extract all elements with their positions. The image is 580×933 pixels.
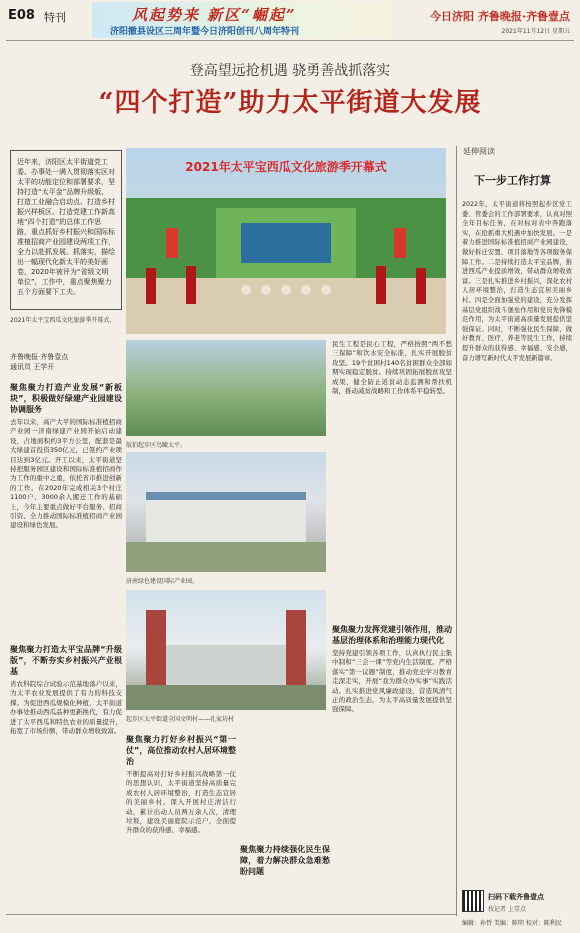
stage-illustration (126, 148, 446, 334)
article-column-5 (332, 620, 452, 900)
lead-photo-caption: 2021年太平宝西瓜文化旅游季开幕式。 (10, 317, 116, 324)
column-3-text: 不断提高对打好乡村振兴战略第一仗的思想认识，太平街道坚持高质量完成农村人居环境整治，打造生态宜居的美丽乡村。深入开展村庄清洁行动，累计出动人员两万余人次，清理垃圾，建设美丽庭院示范户，全面提升群众的获得感、幸福感。 (126, 770, 236, 835)
publish-date: 2021年11月12日 星期五 (501, 28, 570, 35)
column-4-text: 民生工程是民心工程，严格按照“两不愁三保障”和饮水安全标准，扎实开展脱贫攻坚。19个贫困村140名贫困群众全部如期实现稳定脱贫。持续巩固拓展脱贫攻坚成果，健全防止返贫动态监测和帮扶机制，推动减贫战略和工作体系平稳转型。 (332, 340, 452, 396)
industrial-park-photo (126, 452, 326, 572)
article-kicker: 登高望远抢机遇 骁勇善战抓落实 (189, 63, 391, 79)
aerial-photo-caption: 航拍起步区鸟瞰太平。 (126, 442, 187, 449)
banner-title: 风起势来 新区“崛起” (132, 6, 297, 24)
header-divider (6, 40, 574, 41)
editor-credits: 编辑：孙哲 美编：陈明 校对：陈利民 (462, 920, 562, 927)
column-1-text: 去年以来，高产大平的国际标准植招商产业园一济南绿建产业园开始启动建设，占地面积约3平方公里，配套是最大绿建首投资350亿元，已签约产业项目达到3亿元。开工以来，太平街道坚持把服务园区建设和国际标准植招商作为工作的重中之重，依托省市推进创新的工作。在2020年完成相关3个村庄1100户、3000余人搬迁工作的基础上，今年主要重点做好平台服务、招商引资、全力推动国际标准植招商产业园建设和绿色发展。 (10, 418, 122, 530)
qr-title: 扫码下载齐鲁壹点 (488, 893, 544, 901)
qr-subtitle: 找记者 上壹点 (488, 906, 526, 913)
civilized-village-caption: 起步区太平街道全国文明村——孔家坊村 (126, 716, 235, 723)
photo-banner-text: 2021年太平宝西瓜文化旅游季开幕式 (185, 160, 387, 174)
article-column-3 (126, 730, 236, 900)
page-header (0, 0, 580, 40)
footer-divider (6, 914, 456, 915)
article-column-4 (332, 340, 452, 620)
column-2-text: 省农科院综合试验示范基地落户以来，为太平农业发展提供了有力的科技支撑。为促进西瓜规模化种植，太平街道办事处推动西瓜品种更新换代，有力促进了太平西瓜和特色农业的质量提升，拓宽了市场份额，带动群众增收致富。 (10, 680, 122, 736)
sidebar-title: 下一步工作打算 (474, 174, 551, 187)
lead-paragraph: 近年来，济阳区太平街道党工委、办事处一满入贯彻落实区对太平的功能定位和部署要求，坚持打造“太平金”品牌升级版、打造工业融合启动点、打造乡村振兴样板区、打造党建工作新高地“四个打造”的总体工作思路，重点抓好乡村振兴和国际标准植招商产业园建设两项工作，全力以赴抓发展、抓落实，描绘出一幅现代化新太平的美好画卷，2020年被评为“省级文明单位”，工作中，重点聚焦聚力五个方面要下工夫。 (10, 150, 122, 310)
main-photo (126, 148, 446, 334)
article-headline: “四个打造”助力太平街道大发展 (98, 88, 482, 118)
special-issue-banner (92, 2, 392, 38)
newspaper-name: 今日济阳 齐鲁晚报·齐鲁壹点 (429, 10, 570, 23)
sidebar-body: 2022年，太平街道将按照起步区党工委、管委会的工作部署要求，认真对照全年目标任务，在对标对表中奔跑落实，在抢抓重大机遇中加快发展。一是着力推进国际标准植招商产业园建设，做好拆迁安置、项目落地等各项服务保障工作。二是持续打造太平宝品牌，推进西瓜产业提质增效，带动群众增收致富。三是扎实推进乡村振兴，深化农村人居环境整治，打造生态宜居美丽乡村。四是全面加强党的建设，充分发挥基层党组织战斗堡垒作用和党员先锋模范作用，为太平街道高质量发展提供坚强保证。同时，不断强化民生保障，做好教育、医疗、养老等民生工作，持续提升群众的获得感、幸福感、安全感，奋力谱写新时代太平发展新篇章。 (462, 201, 572, 362)
article-column-3b (240, 840, 330, 900)
subheading-3: 聚焦聚力打好乡村振兴“第一仗”，高位推动农村人居环境整治 (126, 735, 236, 766)
subheading-5: 聚焦聚力发挥党建引领作用，推动基层治理体系和治理能力现代化 (332, 625, 452, 645)
sidebar-divider (456, 146, 457, 916)
section-number: E08 (8, 8, 35, 23)
industrial-park-caption: 济南绿色建设国际产业园。 (126, 578, 199, 585)
qr-code[interactable] (462, 890, 484, 912)
aerial-photo (126, 340, 326, 436)
byline: 齐鲁晚报·齐鲁壹点 通讯员 王学开 (10, 353, 69, 371)
column-5-text: 坚持党建引领各项工作，认真执行民主集中制和“三会一课”等党内生活制度。严格落实“第一议题”制度，推动党史学习教育走深走实，开展“我为群众办实事”实践活动。扎实推进党风廉政建设，营造风清气正的政治生态，为太平高质量发展提供坚强保障。 (332, 649, 452, 714)
section-name: 特刊 (44, 11, 66, 24)
article-column-1 (10, 378, 122, 640)
subheading-2: 聚焦聚力打造太平宝品牌“升级版”，不断夯实乡村振兴产业根基 (10, 645, 122, 676)
civilized-village-photo (126, 590, 326, 710)
article-column-2 (10, 640, 122, 900)
banner-subtitle: 济阳撤县设区三周年暨今日济阳创刊八周年特刊 (110, 27, 300, 37)
subheading-4: 聚焦聚力持续强化民生保障，着力解决群众急难愁盼问题 (240, 845, 330, 876)
sidebar-tag: 延伸阅读 (463, 147, 495, 156)
subheading-1: 聚焦聚力打造产业发展“新板块”，积极做好绿建产业园建设协调服务 (10, 383, 122, 414)
